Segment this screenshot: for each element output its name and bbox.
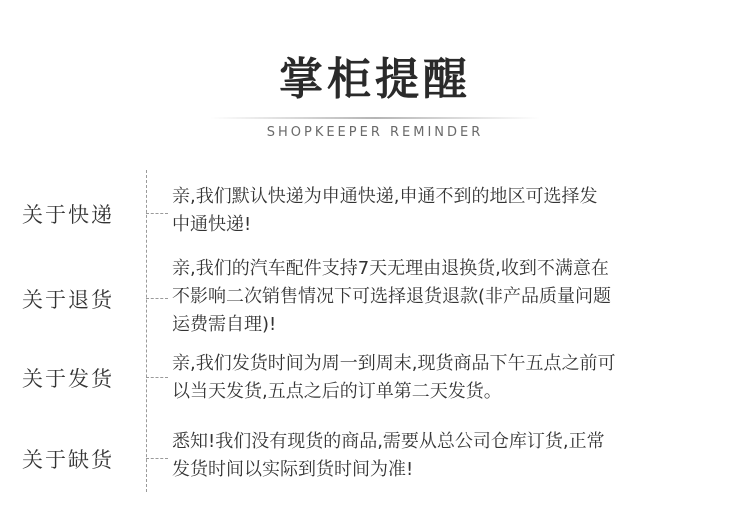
notice-line: 亲,我们默认快递为申通快递,申通不到的地区可选择发 bbox=[172, 186, 598, 207]
notice-connector bbox=[146, 213, 168, 214]
notice-connector bbox=[146, 377, 168, 378]
notice-label: 关于缺货 bbox=[22, 448, 114, 472]
notice-line: 悉知!我们没有现货的商品,需要从总公司仓库订货,正常 bbox=[172, 431, 605, 452]
notice-line: 发货时间以实际到货时间为准! bbox=[172, 459, 414, 480]
notice-line: 运费需自理)! bbox=[172, 314, 277, 335]
notice-label: 关于快递 bbox=[22, 203, 114, 227]
notice-line: 亲,我们的汽车配件支持7天无理由退换货,收到不满意在 bbox=[172, 258, 609, 279]
notice-text bbox=[172, 255, 712, 339]
page-subtitle: SHOPKEEPER REMINDER bbox=[266, 125, 484, 140]
notice-line: 亲,我们发货时间为周一到周末,现货商品下午五点之前可 bbox=[172, 353, 616, 374]
timeline-divider bbox=[146, 170, 147, 492]
notice-connector bbox=[146, 298, 168, 299]
notice-label: 关于退货 bbox=[22, 288, 114, 312]
page-title: 掌柜提醒 bbox=[279, 54, 471, 105]
notice-connector bbox=[146, 458, 168, 459]
notice-text bbox=[172, 350, 712, 406]
notice-text bbox=[172, 183, 712, 239]
notice-line: 不影响二次销售情况下可选择退货退款(非产品质量问题 bbox=[172, 286, 612, 307]
title-underline bbox=[210, 117, 540, 119]
notice-line: 中通快递! bbox=[172, 214, 252, 235]
notice-text bbox=[172, 428, 712, 484]
notice-line: 以当天发货,五点之后的订单第二天发货。 bbox=[172, 381, 502, 402]
notice-label: 关于发货 bbox=[22, 367, 114, 391]
